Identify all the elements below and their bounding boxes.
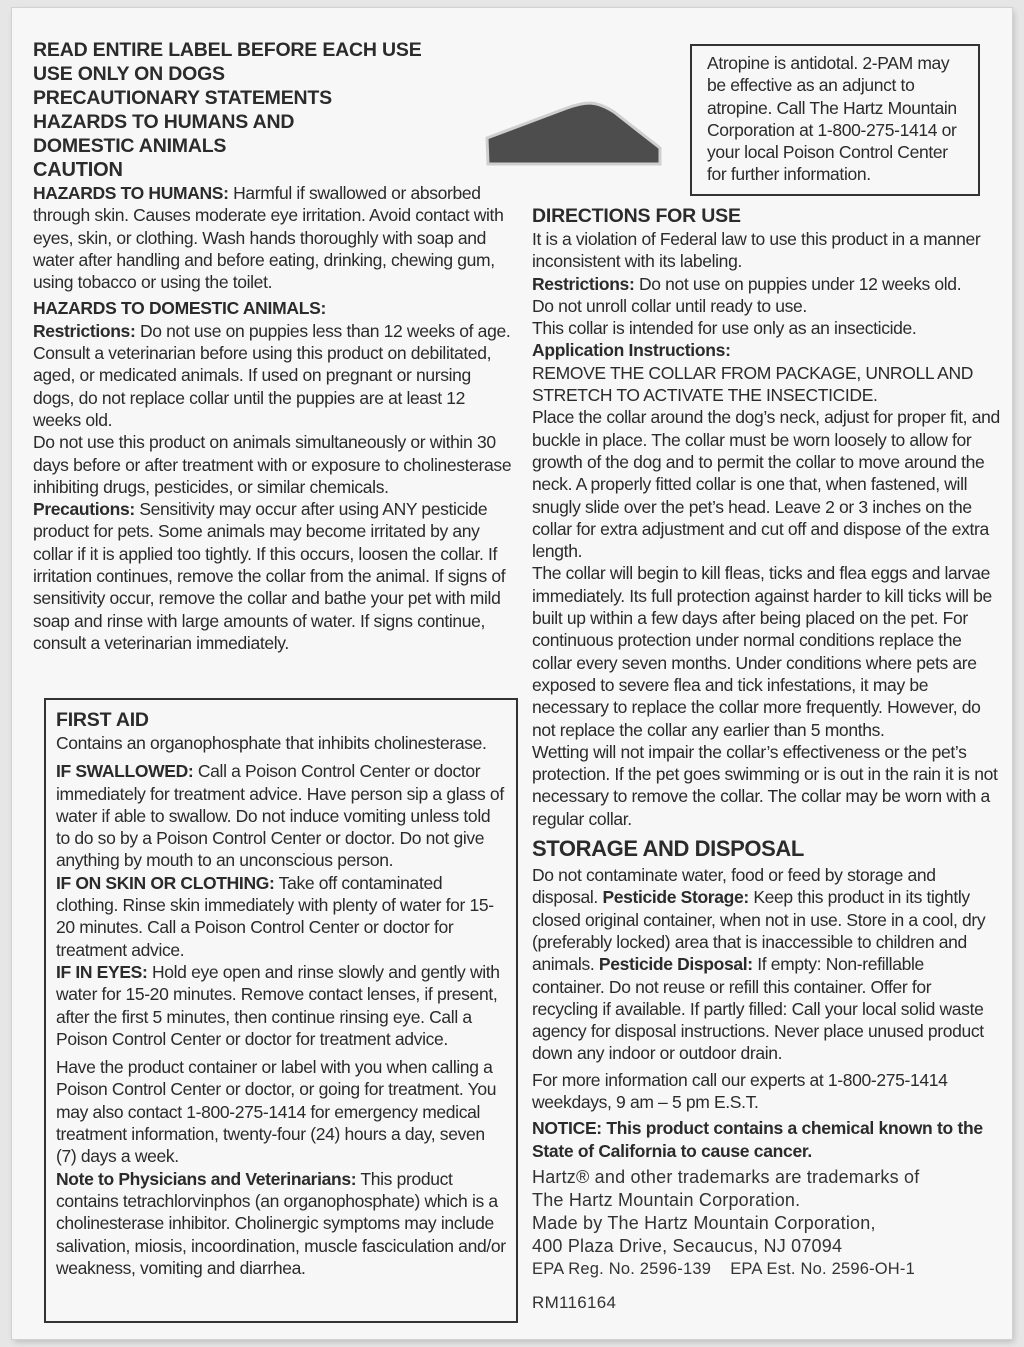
application-instructions-label: Application Instructions: <box>532 340 731 361</box>
hazards-domestic-heading: HAZARDS TO DOMESTIC ANIMALS: <box>33 298 326 319</box>
if-swallowed-text: Call a Poison Control Center or doctor immediately for treatment advice. Have person sip a glass of water if able to swallow. Do not induce vomiting unless told to do so by a Poison Control Center or doctor. Do not give anything by mouth to an unconscious person. <box>56 761 504 871</box>
precautions-label: Precautions: <box>33 499 135 520</box>
first-aid-heading: FIRST AID <box>56 709 149 731</box>
violation-paragraph: It is a violation of Federal law to use this product in a manner inconsistent with its labeling. <box>532 229 981 272</box>
more-info-paragraph: For more information call our experts at 1-800-275-1414 weekdays, 9 am – 5 pm E.S.T. <box>532 1069 948 1112</box>
hazards-humans-text: Harmful if swallowed or absorbed through skin. Causes moderate eye irritation. Avoid contact with eyes, skin, or clothing. Wash hands thoroughly with soap and water after handling and before eating, drinking, chewing gum, using tobacco or using the toilet. <box>33 183 504 293</box>
if-in-eyes-label: IF IN EYES: <box>56 961 148 982</box>
storage-intro: Do not contaminate water, food or feed by storage and disposal. <box>532 865 936 908</box>
if-on-skin-label: IF ON SKIN OR CLOTHING: <box>56 872 275 893</box>
hazards-humans-paragraph <box>33 182 513 293</box>
container-paragraph: Have the product container or label with you when calling a Poison Control Center or doctor, or going for treatment. You may also contact 1-800-275-1414 for emergency medical treatment information, twenty-four (24) hours a day, seven (7) days a week. <box>56 1057 497 1167</box>
header-line-hazards: HAZARDS TO HUMANS AND <box>33 111 295 133</box>
domestic-restrictions-paragraph <box>33 320 513 431</box>
first-aid-intro: Contains an organophosphate that inhibits cholinesterase. <box>56 733 487 753</box>
remove-collar-paragraph: REMOVE THE COLLAR FROM PACKAGE, UNROLL AND STRETCH TO ACTIVATE THE INSECTICIDE. <box>532 362 974 406</box>
precautions-paragraph <box>33 498 513 654</box>
simultaneous-use-paragraph: Do not use this product on animals simultaneously or within 30 days before or after treatment with or exposure to cholinesterase inhibiting drugs, pesticides, or similar chemicals. <box>33 432 512 497</box>
physicians-text: This product contains tetrachlorvinphos (an organophosphate) which is a cholinesterase inhibitor. Cholinergic symptoms may include salivation, miosis, incoordination, muscle fasciculation and/or weakness, vomiting and diarrhea. <box>56 1168 506 1278</box>
if-in-eyes-text: Hold eye open and rinse slowly and gently with water for 15-20 minutes. Remove contact lenses, if present, after the first 5 minutes, then continue rinsing eye. Call a Poison Control Center or doctor for treatment advice. <box>56 961 500 1049</box>
pesticide-disposal-text: If empty: Non-refillable container. Do not reuse or refill this container. Offer for recycling if available. If partly filled: Call your local solid waste agency for disposal instructions. Never place unused product down any indoor or outdoor drain. <box>532 954 984 1064</box>
trademark-line-1: Hartz® and other trademarks are trademarks of <box>532 1166 920 1187</box>
if-swallowed-label: IF SWALLOWED: <box>56 761 194 782</box>
kill-fleas-paragraph: The collar will begin to kill fleas, ticks and flea eggs and larvae immediately. Its full protection against harder to kill ticks will be built up within a few days after being placed on the pet. For continuous protection under normal conditions replace the collar every seven months. Under conditions where pets are exposed to severe flea and tick infestations, it may be necessary to replace the collar more frequently. However, do not replace the collar any earlier than 5 months. <box>532 563 992 740</box>
atropine-text: Atropine is antidotal. 2-PAM may be effective as an adjunct to atropine. Call The Hartz Mountain Corporation at 1-800-275-1414 or your local Poison Control Center for further information. <box>707 53 957 185</box>
trademark-line-2: The Hartz Mountain Corporation. <box>532 1189 801 1210</box>
pesticide-storage-text: Keep this product in its tightly closed original container, when not in use. Store in a cool, dry (preferably locked) area that is inaccessible to children and animals. <box>532 887 986 975</box>
pesticide-storage-label: Pesticide Storage: <box>602 887 749 908</box>
domestic-restrictions-text: Do not use on puppies less than 12 weeks of age. Consult a veterinarian before using this product on debilitated, aged, or medicated animals. If used on pregnant or nursing dogs, do not replace collar until the puppies are at least 12 weeks old. <box>33 320 511 430</box>
made-by-line-1: Made by The Hartz Mountain Corporation, <box>532 1212 876 1233</box>
hazards-humans-label: HAZARDS TO HUMANS: <box>33 183 229 203</box>
if-swallowed-paragraph <box>56 760 506 871</box>
header-line-dogs-only: USE ONLY ON DOGS <box>33 63 225 85</box>
if-on-skin-paragraph <box>56 872 506 961</box>
if-on-skin-text: Take off contaminated clothing. Rinse skin immediately with plenty of water for 15-20 minutes. Call a Poison Control Center or doctor for treatment advice. <box>56 872 494 960</box>
header-line-precautionary: PRECAUTIONARY STATEMENTS <box>33 87 332 109</box>
directions-heading: DIRECTIONS FOR USE <box>532 205 741 227</box>
directions-restrictions-text: Do not use on puppies under 12 weeks old. <box>638 273 962 294</box>
directions-restrictions-paragraph <box>532 273 1000 295</box>
if-in-eyes-paragraph <box>56 961 506 1050</box>
atropine-box <box>690 44 980 196</box>
made-by-line-2: 400 Plaza Drive, Secaucus, NJ 07094 <box>532 1235 843 1256</box>
storage-paragraph <box>532 864 1000 1065</box>
california-notice: NOTICE: This product contains a chemical known to the State of California to cause cancer. <box>532 1118 983 1161</box>
physicians-label: Note to Physicians and Veterinarians: <box>56 1168 357 1189</box>
label-panel <box>12 8 1012 1339</box>
insecticide-paragraph: This collar is intended for use only as an insecticide. <box>532 318 917 339</box>
wetting-paragraph: Wetting will not impair the collar’s effectiveness or the pet’s protection. If the pet goes swimming or is out in the rain it is not necessary to remove the collar. The collar may be worn with a regular collar. <box>532 741 998 829</box>
pesticide-disposal-label: Pesticide Disposal: <box>598 954 753 975</box>
header-line-domestic: DOMESTIC ANIMALS <box>33 135 227 157</box>
header-line-read-label: READ ENTIRE LABEL BEFORE EACH USE <box>33 39 422 61</box>
storage-disposal-heading: STORAGE AND DISPOSAL <box>532 836 804 862</box>
directions-restrictions-label: Restrictions: <box>532 273 635 294</box>
unroll-paragraph: Do not unroll collar until ready to use. <box>532 295 807 316</box>
epa-registration-line: EPA Reg. No. 2596-139 EPA Est. No. 2596-OH-1 <box>532 1259 915 1278</box>
caution-heading: CAUTION <box>33 159 123 181</box>
first-aid-box <box>44 698 518 1323</box>
left-column <box>33 38 513 654</box>
place-collar-paragraph: Place the collar around the dog’s neck, adjust for proper fit, and buckle in place. The collar must be worn loosely to allow for growth of the dog and to permit the collar to move around the neck. A properly fitted collar is one that, when fastened, will snugly slide over the pet’s head. Leave 2 or 3 inches on the collar for extra adjustment and cut off and dispose of the extra length. <box>532 407 1000 562</box>
domestic-restrictions-label: Restrictions: <box>33 320 136 341</box>
rm-code: RM116164 <box>532 1292 617 1312</box>
physicians-paragraph <box>56 1168 506 1279</box>
right-column <box>532 204 1000 1314</box>
precautions-text: Sensitivity may occur after using ANY pesticide product for pets. Some animals may become irritated by any collar if it is applied too tightly. If this occurs, loosen the collar. If irritation continues, remove the collar from the animal. If signs of sensitivity occur, remove the collar and bathe your pet with mild soap and rinse with large amounts of water. If signs continue, consult a veterinarian immediately. <box>33 499 506 653</box>
